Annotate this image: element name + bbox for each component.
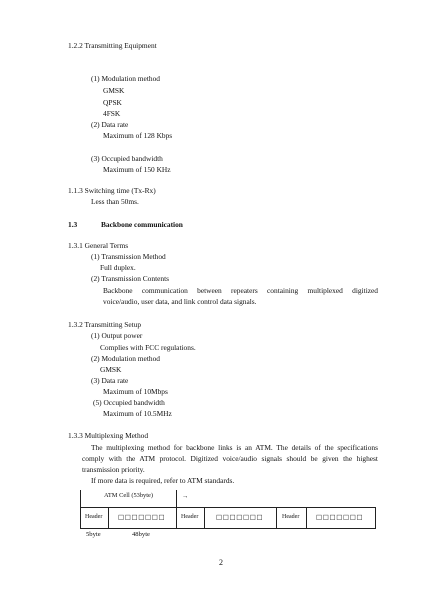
data-rate-value: Maximum of 10Mbps (103, 387, 168, 396)
section-1-3-3-heading: 1.3.3 Multiplexing Method (68, 431, 149, 440)
output-power-label: (1) Output power (91, 331, 143, 340)
header-size-label: 5byte (86, 531, 101, 538)
header-segment (80, 508, 108, 528)
payload-boxes: □□□□□□□ (118, 513, 166, 521)
modulation-method-label: (2) Modulation method (91, 354, 160, 363)
section-1-3-2-heading: 1.3.2 Transmitting Setup (68, 320, 142, 329)
section-1-3-number: 1.3 (68, 220, 78, 229)
data-rate-value: Maximum of 128 Kbps (103, 131, 173, 140)
section-1-3-title: Backbone communication (101, 220, 183, 229)
diagram-tick (80, 490, 81, 507)
paragraph-line: transmission priority. (82, 465, 145, 474)
payload-boxes: □□□□□□□ (316, 513, 364, 521)
arrow-icon: → (182, 493, 189, 500)
multiplexing-paragraph (82, 442, 378, 486)
transmission-contents-paragraph (103, 285, 378, 307)
modulation-method-value: GMSK (100, 365, 122, 374)
paragraph-line: comply with the ATM protocol. Digitized voice/audio signals should be given the highest (82, 454, 378, 463)
occupied-bandwidth-value: Maximum of 10.5MHz (103, 409, 172, 418)
header-segment (276, 508, 306, 528)
transmission-contents-label: (2) Transmission Contents (91, 274, 170, 283)
switching-time-value: Less than 50ms. (91, 197, 139, 206)
output-power-value: Complies with FCC regulations. (100, 343, 196, 352)
payload-segment (108, 508, 176, 528)
occupied-bandwidth-label: (5) Occupied bandwidth (93, 398, 165, 407)
section-1-3-1-heading: 1.3.1 General Terms (68, 241, 129, 250)
header-label: Header (282, 514, 300, 520)
section-1-1-3-heading: 1.1.3 Switching time (Tx-Rx) (68, 186, 156, 195)
data-rate-label: (3) Data rate (91, 376, 129, 385)
diagram-tick (176, 490, 177, 507)
page-number: 2 (219, 558, 223, 567)
payload-boxes: □□□□□□□ (216, 513, 264, 521)
payload-size-label: 48byte (132, 531, 150, 538)
modulation-item: GMSK (103, 86, 125, 95)
paragraph-line: Backbone communication between repeaters containing multiplexed digitized (103, 286, 378, 295)
paragraph-line: voice/audio, user data, and link control data signals. (103, 297, 257, 306)
bandwidth-label: (3) Occupied bandwidth (91, 154, 163, 163)
data-rate-label: (2) Data rate (91, 120, 129, 129)
section-1-2-2-heading: 1.2.2 Transmitting Equipment (68, 41, 157, 50)
atm-cell-label: ATM Cell (53byte) (104, 492, 153, 499)
modulation-method-label: (1) Modulation method (91, 74, 160, 83)
payload-segment (204, 508, 276, 528)
payload-segment (306, 508, 376, 528)
header-label: Header (181, 514, 199, 520)
modulation-item: 4FSK (103, 109, 121, 118)
paragraph-line: The multiplexing method for backbone links is an ATM. The details of the specifications (91, 443, 378, 452)
header-segment (176, 508, 204, 528)
bandwidth-value: Maximum of 150 KHz (103, 165, 171, 174)
paragraph-line: If more data is required, refer to ATM standards. (91, 476, 235, 485)
modulation-item: QPSK (103, 98, 122, 107)
header-label: Header (85, 514, 103, 520)
transmission-method-label: (1) Transmission Method (91, 252, 166, 261)
transmission-method-value: Full duplex. (100, 263, 136, 272)
atm-cell-row (80, 507, 376, 529)
